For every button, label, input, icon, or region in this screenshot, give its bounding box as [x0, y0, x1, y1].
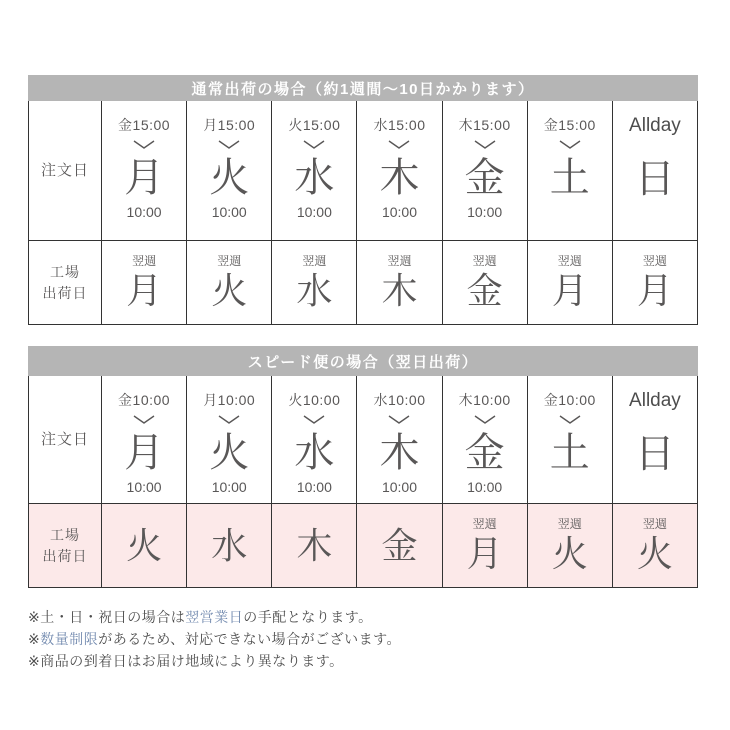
order-day: 金 [464, 431, 505, 475]
ship-day: 月 [466, 532, 503, 574]
normal-shipping-table [28, 75, 698, 325]
order-day: 日 [634, 157, 675, 201]
order-cell-thu [357, 376, 442, 504]
chevron-down-icon [386, 136, 412, 153]
next-week-label: 翌週 [472, 253, 497, 268]
ship-row-label: 工場 出荷日 [29, 241, 102, 325]
order-cell-wed [272, 101, 357, 241]
cutoff-label: 金15:00 [543, 117, 596, 133]
order-day: 金 [464, 156, 505, 200]
order-day: 水 [294, 431, 335, 475]
ship-cell [102, 504, 187, 588]
table-title-speed: スピード便の場合（翌日出荷） [28, 346, 698, 376]
order-cell-mon [102, 101, 187, 241]
ship-day: 水 [211, 524, 248, 566]
note-quantity-limit: ※数量制限があるため、対応できない場合がございます。 [28, 631, 402, 647]
next-week-label: 翌週 [132, 253, 157, 268]
order-day: 日 [634, 432, 675, 476]
ship-cell [102, 241, 187, 325]
ship-cell [613, 241, 698, 325]
order-day: 月 [124, 156, 165, 200]
order-day: 水 [294, 156, 335, 200]
ship-day: 月 [636, 269, 673, 311]
ship-day: 水 [296, 269, 333, 311]
next-week-label: 翌週 [302, 253, 327, 268]
ship-day: 金 [381, 524, 418, 566]
ship-cell [187, 241, 272, 325]
order-cell-fri [443, 101, 528, 241]
order-time: 10:00 [211, 479, 247, 495]
order-row-label: 注文日 [29, 376, 102, 504]
speed-shipping-table [28, 346, 698, 588]
next-week-label: 翌週 [557, 516, 582, 531]
footnotes [28, 606, 698, 672]
order-time: 10:00 [126, 204, 162, 220]
cutoff-label: 月15:00 [203, 117, 256, 133]
cutoff-label: 金10:00 [543, 392, 596, 408]
order-day: 木 [379, 431, 420, 475]
ship-cell [443, 241, 528, 325]
ship-cell [528, 241, 613, 325]
ship-cell [528, 504, 613, 588]
ship-cell [357, 504, 442, 588]
cutoff-label: 月10:00 [203, 392, 256, 408]
next-week-label: 翌週 [642, 253, 667, 268]
chevron-down-icon [472, 136, 498, 153]
chevron-down-icon [216, 136, 242, 153]
chevron-down-icon [472, 411, 498, 428]
order-time: 10:00 [296, 479, 332, 495]
ship-day: 月 [126, 269, 163, 311]
note-highlight: 数量制限 [40, 631, 99, 647]
cutoff-label: 木15:00 [458, 117, 511, 133]
ship-day: 木 [296, 524, 333, 566]
cutoff-label: 火10:00 [288, 392, 341, 408]
order-time: 10:00 [381, 479, 418, 495]
ship-day-row [28, 504, 698, 588]
next-week-label: 翌週 [642, 516, 667, 531]
order-time: 10:00 [467, 204, 503, 220]
ship-cell [187, 504, 272, 588]
allday-label: Allday [629, 115, 681, 136]
order-day-row [28, 376, 698, 504]
order-row-label: 注文日 [29, 101, 102, 241]
cutoff-label: 火15:00 [288, 117, 341, 133]
table-title-normal: 通常出荷の場合（約1週間〜10日かかります） [28, 75, 698, 101]
order-day: 火 [209, 431, 250, 475]
ship-day: 月 [551, 269, 588, 311]
order-day: 土 [549, 156, 590, 200]
ship-day: 火 [126, 524, 163, 566]
order-time: 10:00 [296, 204, 332, 220]
order-cell-sun [613, 376, 698, 504]
order-cell-sun [613, 101, 698, 241]
chevron-down-icon [557, 411, 583, 428]
note-business-day: ※土・日・祝日の場合は翌営業日の手配となります。 [28, 609, 373, 625]
ship-cell [613, 504, 698, 588]
shipping-schedule [28, 75, 698, 672]
order-day: 木 [379, 156, 420, 200]
allday-label: Allday [629, 390, 681, 411]
order-time: 10:00 [381, 204, 418, 220]
order-time: 10:00 [467, 479, 503, 495]
chevron-down-icon [557, 136, 583, 153]
order-cell-wed [272, 376, 357, 504]
note-highlight: 翌営業日 [185, 609, 244, 625]
note-arrival-region: ※商品の到着日はお届け地域により異なります。 [28, 653, 344, 669]
order-time: 10:00 [126, 479, 162, 495]
chevron-down-icon [131, 136, 157, 153]
order-day-row [28, 101, 698, 241]
ship-day: 火 [636, 532, 673, 574]
ship-day: 木 [381, 269, 418, 311]
chevron-down-icon [216, 411, 242, 428]
ship-day-row [28, 241, 698, 325]
ship-cell [272, 241, 357, 325]
cutoff-label: 水10:00 [373, 392, 426, 408]
order-cell-mon [102, 376, 187, 504]
next-week-label: 翌週 [472, 516, 497, 531]
chevron-down-icon [386, 411, 412, 428]
order-day: 月 [124, 431, 165, 475]
chevron-down-icon [301, 136, 327, 153]
order-day: 火 [209, 156, 250, 200]
ship-cell [272, 504, 357, 588]
order-time: 10:00 [211, 204, 247, 220]
chevron-down-icon [131, 411, 157, 428]
cutoff-label: 木10:00 [458, 392, 511, 408]
ship-cell [357, 241, 442, 325]
order-cell-tue [187, 376, 272, 504]
order-cell-sat [528, 101, 613, 241]
ship-day: 金 [466, 269, 503, 311]
order-cell-fri [443, 376, 528, 504]
cutoff-label: 金10:00 [118, 392, 171, 408]
cutoff-label: 金15:00 [118, 117, 171, 133]
cutoff-label: 水15:00 [373, 117, 426, 133]
next-week-label: 翌週 [217, 253, 242, 268]
order-cell-sat [528, 376, 613, 504]
order-day: 土 [549, 431, 590, 475]
order-cell-thu [357, 101, 442, 241]
ship-row-label: 工場 出荷日 [29, 504, 102, 588]
ship-cell [443, 504, 528, 588]
next-week-label: 翌週 [557, 253, 582, 268]
chevron-down-icon [301, 411, 327, 428]
order-cell-tue [187, 101, 272, 241]
ship-day: 火 [551, 532, 588, 574]
next-week-label: 翌週 [387, 253, 412, 268]
ship-day: 火 [211, 269, 248, 311]
